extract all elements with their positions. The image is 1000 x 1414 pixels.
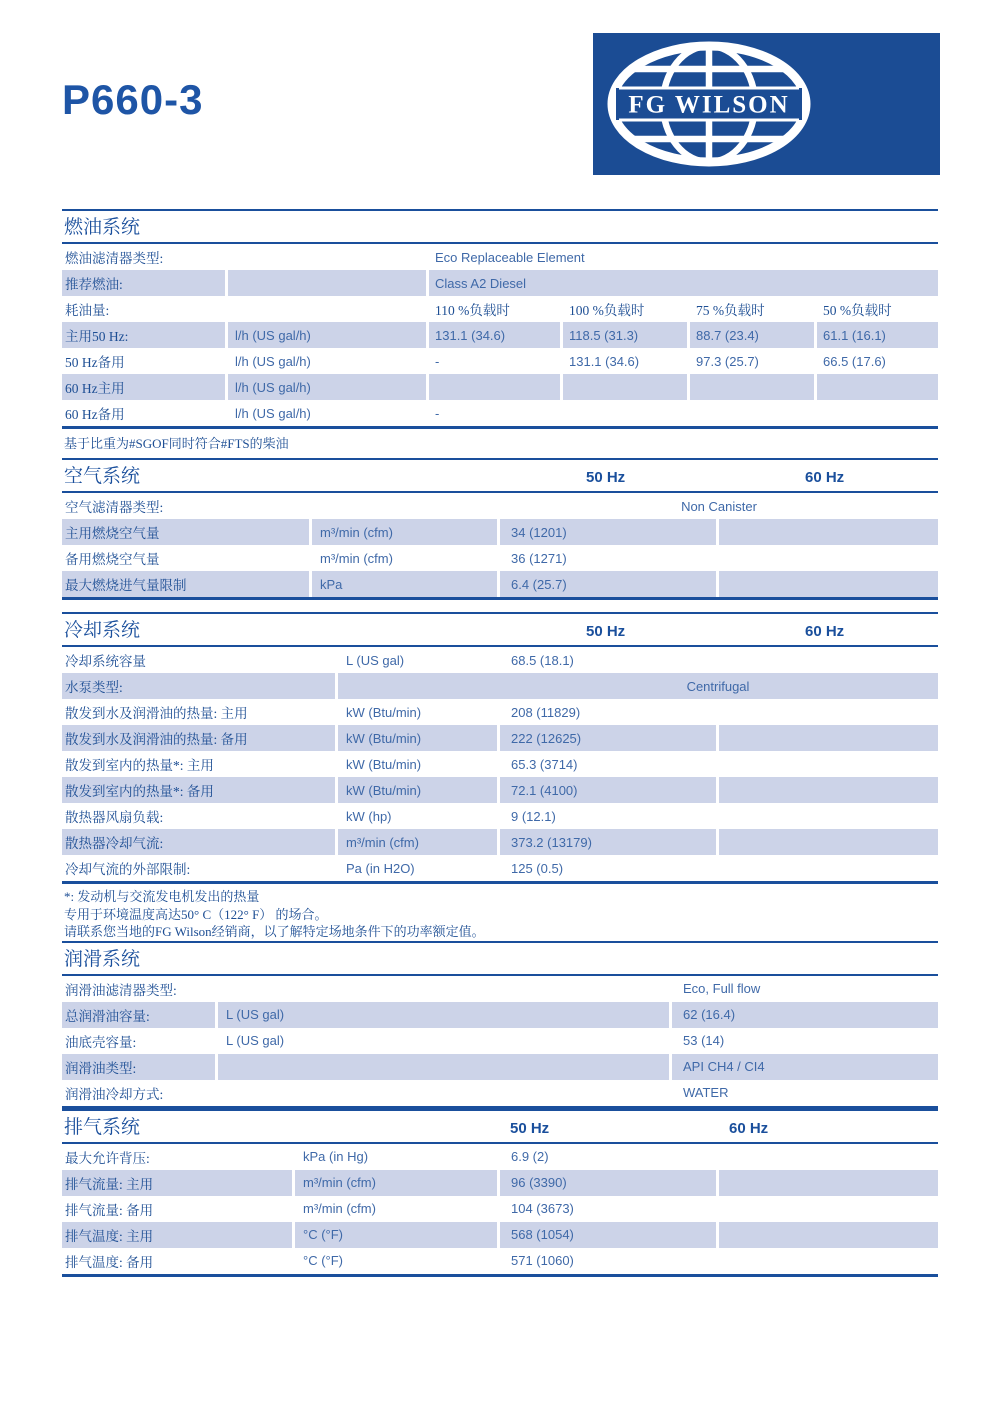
- value-cell-50hz: 104 (3673): [511, 1201, 574, 1216]
- row-label: 冷却气流的外部限制:: [65, 862, 191, 877]
- section-header: [62, 209, 938, 244]
- value-cell-50: 66.5 (17.6): [823, 353, 886, 369]
- value-cell-50hz: 222 (12625): [500, 725, 716, 751]
- row-label: 主用50 Hz:: [62, 322, 225, 348]
- value-cell-100: [563, 400, 687, 426]
- row-label: 备用燃烧空气量: [65, 552, 160, 567]
- row-label: 总润滑油容量:: [62, 1002, 215, 1028]
- value-cell-50hz: 65.3 (3714): [511, 756, 578, 772]
- unit-cell: [312, 493, 497, 519]
- logo-wordmark: FG WILSON: [628, 91, 790, 119]
- unit-cell: °C (°F): [303, 1253, 343, 1268]
- unit-cell: [228, 296, 426, 322]
- unit-cell: m³/min (cfm): [303, 1201, 376, 1216]
- row-label: 散热器冷却气流:: [62, 829, 335, 855]
- value-cell-50hz: 571 (1060): [511, 1253, 574, 1268]
- spec-tables: [62, 209, 938, 1277]
- table-row: [62, 855, 938, 881]
- table-row: [62, 673, 938, 699]
- table-row: [62, 348, 938, 374]
- hz60-header: 60 Hz: [805, 623, 845, 640]
- value-cell-110: [429, 374, 560, 400]
- value-cell-60hz: [719, 647, 938, 673]
- row-label: 燃油滤清器类型:: [65, 251, 164, 266]
- hz60-header: 60 Hz: [729, 1119, 769, 1137]
- value-cell-50hz: 6.9 (2): [511, 1149, 549, 1164]
- unit-cell: l/h (US gal/h): [228, 374, 426, 400]
- row-label: 水泵类型:: [62, 673, 335, 699]
- value-cell-75: 88.7 (23.4): [690, 322, 814, 348]
- value-cell-50hz: 568 (1054): [500, 1222, 716, 1248]
- value-cell-60hz: [719, 725, 938, 751]
- value-span: Eco Replaceable Element: [435, 249, 585, 265]
- footnote-line: *: 发动机与交流发电机发出的热量: [64, 889, 260, 904]
- unit-cell: [218, 1080, 669, 1106]
- value-cell: Eco, Full flow: [683, 981, 761, 996]
- row-label: 空气滤清器类型:: [65, 500, 164, 515]
- value-span: Non Canister: [681, 498, 757, 514]
- value-cell-60hz: [719, 1196, 938, 1222]
- table-row: [62, 1248, 938, 1274]
- unit-cell: kW (Btu/min): [346, 756, 422, 772]
- unit-cell: [228, 244, 426, 270]
- value-cell-50hz: 36 (1271): [511, 550, 567, 566]
- table-row: [62, 1002, 938, 1028]
- value-cell: 53 (14): [683, 1033, 725, 1048]
- unit-cell: kW (Btu/min): [338, 777, 497, 803]
- value-cell-50hz: 9 (12.1): [511, 808, 556, 824]
- value-cell-60hz: [719, 1222, 938, 1248]
- value-cell-110: -: [435, 405, 440, 421]
- value-span: Centrifugal: [338, 673, 938, 699]
- hz60-header: 60 Hz: [805, 469, 845, 486]
- value-cell-60hz: [719, 699, 938, 725]
- fuel-system-section: [62, 209, 938, 453]
- load-75-header: 75 %负载时: [696, 303, 765, 318]
- unit-cell: kPa: [312, 571, 497, 597]
- table-row: [62, 976, 938, 1002]
- table-row: [62, 400, 938, 426]
- unit-cell: L (US gal): [226, 1033, 285, 1048]
- row-label: 润滑油冷却方式:: [65, 1086, 164, 1102]
- table-row: [62, 322, 938, 348]
- row-label: 排气温度: 主用: [62, 1222, 292, 1248]
- section-title: 燃油系统: [64, 217, 141, 238]
- value-cell-60hz: [719, 545, 938, 571]
- row-label: 60 Hz主用: [62, 374, 225, 400]
- value-cell-50hz: 96 (3390): [500, 1170, 716, 1196]
- value-cell-50hz: 68.5 (18.1): [511, 652, 574, 668]
- cooling-system-section: [62, 612, 938, 941]
- value-cell-75: 97.3 (25.7): [696, 353, 759, 369]
- section-divider: [62, 1274, 938, 1277]
- load-110-header: 110 %负载时: [435, 303, 510, 318]
- hz50-header: 50 Hz: [510, 1119, 550, 1137]
- value-cell-110: -: [435, 353, 440, 369]
- globe-icon: [612, 46, 806, 162]
- value-cell-100: [563, 374, 687, 400]
- value-cell-75: [690, 400, 814, 426]
- load-50-header: 50 %负载时: [823, 303, 892, 318]
- value-span: Class A2 Diesel: [429, 270, 938, 296]
- value-cell-100: 131.1 (34.6): [569, 353, 640, 369]
- section-title: 润滑系统: [64, 948, 141, 970]
- value-cell-50hz: 34 (1201): [500, 519, 716, 545]
- row-label: 排气流量: 主用: [62, 1170, 292, 1196]
- value-cell-50hz: 72.1 (4100): [500, 777, 716, 803]
- table-row: [62, 571, 938, 597]
- row-label: 最大允许背压:: [65, 1150, 150, 1166]
- row-label: 耗油量:: [65, 303, 110, 318]
- row-label: 润滑油类型:: [62, 1054, 215, 1080]
- unit-cell: kW (Btu/min): [338, 725, 497, 751]
- value-cell-60hz: [719, 829, 938, 855]
- hz50-header: 50 Hz: [586, 469, 626, 486]
- section-title: 冷却系统: [64, 620, 141, 641]
- value-cell-110: 131.1 (34.6): [429, 322, 560, 348]
- row-label: 冷却系统容量: [65, 654, 146, 669]
- row-label: 50 Hz备用: [65, 355, 125, 370]
- row-label: 最大燃烧进气量限制: [62, 571, 309, 597]
- unit-cell: m³/min (cfm): [312, 519, 497, 545]
- fuel-footnote: 基于比重为#SGOF同时符合#FTS的柴油: [64, 436, 289, 451]
- value-cell-60hz: [719, 519, 938, 545]
- section-header: [62, 941, 938, 976]
- value-cell-60hz: [719, 777, 938, 803]
- footnote-line: 专用于环境温度高达50° C（122° F） 的场合。: [64, 906, 328, 922]
- value-cell-60hz: [719, 1144, 938, 1170]
- value-cell: 62 (16.4): [672, 1002, 938, 1028]
- unit-cell: l/h (US gal/h): [235, 405, 311, 421]
- section-header: [62, 458, 938, 493]
- table-row: [62, 1222, 938, 1248]
- unit-cell: °C (°F): [295, 1222, 497, 1248]
- value-cell-60hz: [719, 571, 938, 597]
- unit-cell: m³/min (cfm): [295, 1170, 497, 1196]
- value-cell-60hz: [719, 751, 938, 777]
- table-row: [62, 699, 938, 725]
- value-cell-100: 118.5 (31.3): [563, 322, 687, 348]
- value-cell: WATER: [683, 1085, 729, 1100]
- value-cell-50hz: 373.2 (13179): [500, 829, 716, 855]
- value-cell: API CH4 / CI4: [672, 1054, 938, 1080]
- table-row: [62, 1054, 938, 1080]
- table-row: [62, 1196, 938, 1222]
- row-label: 主用燃烧空气量: [62, 519, 309, 545]
- table-row: [62, 777, 938, 803]
- table-row: [62, 803, 938, 829]
- value-cell-60hz: [719, 855, 938, 881]
- fg-wilson-logo: [593, 33, 940, 175]
- unit-cell: kW (hp): [346, 808, 392, 824]
- table-row: [62, 374, 938, 400]
- row-label: 60 Hz备用: [65, 407, 125, 422]
- value-cell-50hz: 6.4 (25.7): [500, 571, 716, 597]
- section-header: [62, 1109, 938, 1144]
- table-row: [62, 493, 938, 519]
- unit-cell: L (US gal): [346, 652, 405, 668]
- row-label: 润滑油滤清器类型:: [65, 982, 177, 998]
- air-system-section: [62, 458, 938, 600]
- unit-cell: l/h (US gal/h): [228, 322, 426, 348]
- footnote-line: 请联系您当地的FG Wilson经销商，以了解特定场地条件下的功率额定值。: [64, 924, 485, 939]
- unit-cell: L (US gal): [218, 1002, 669, 1028]
- section-divider: [62, 597, 938, 600]
- unit-cell: [218, 976, 669, 1002]
- unit-cell: l/h (US gal/h): [235, 353, 311, 369]
- row-label: 散发到室内的热量*: 备用: [62, 777, 335, 803]
- row-label: 散发到水及润滑油的热量: 主用: [65, 706, 248, 721]
- section-title: 空气系统: [64, 466, 141, 487]
- unit-cell: kPa (in Hg): [303, 1149, 369, 1164]
- table-row: [62, 725, 938, 751]
- table-row: [62, 519, 938, 545]
- value-cell-50hz: 125 (0.5): [511, 860, 564, 876]
- table-row: [62, 829, 938, 855]
- value-cell-50hz: 208 (11829): [511, 704, 581, 720]
- hz50-header: 50 Hz: [586, 623, 626, 640]
- value-cell-50: [817, 400, 938, 426]
- row-label: 油底壳容量:: [65, 1034, 137, 1050]
- table-row: [62, 647, 938, 673]
- unit-cell: m³/min (cfm): [320, 550, 393, 566]
- unit-cell: Pa (in H2O): [346, 860, 415, 876]
- table-row: [62, 1080, 938, 1106]
- value-cell-50: [817, 374, 938, 400]
- unit-cell: [228, 270, 426, 296]
- value-cell-60hz: [719, 803, 938, 829]
- row-label: 排气温度: 备用: [65, 1254, 154, 1270]
- cooling-footnotes: [62, 884, 938, 941]
- unit-cell: [218, 1054, 669, 1080]
- table-row: [62, 244, 938, 270]
- table-row: [62, 1028, 938, 1054]
- row-label: 散发到水及润滑油的热量: 备用: [62, 725, 335, 751]
- table-row: [62, 270, 938, 296]
- unit-cell: kW (Btu/min): [346, 704, 422, 720]
- table-row: [62, 545, 938, 571]
- table-row: [62, 1170, 938, 1196]
- unit-cell: m³/min (cfm): [338, 829, 497, 855]
- exhaust-system-section: [62, 1109, 938, 1277]
- load-100-header: 100 %负载时: [569, 303, 645, 318]
- table-row-load-headers: [62, 296, 938, 322]
- lubrication-system-section: [62, 941, 938, 1109]
- section-header: [62, 612, 938, 647]
- value-cell-50: 61.1 (16.1): [817, 322, 938, 348]
- value-cell-75: [690, 374, 814, 400]
- section-title: 排气系统: [64, 1116, 141, 1138]
- row-label: 散发到室内的热量*: 主用: [65, 758, 214, 773]
- table-row: [62, 751, 938, 777]
- page-title-model: P660-3: [62, 76, 204, 123]
- row-label: 排气流量: 备用: [65, 1202, 154, 1218]
- value-cell-60hz: [719, 1170, 938, 1196]
- table-row: [62, 1144, 938, 1170]
- row-label: 散热器风扇负载:: [65, 810, 164, 825]
- row-label: 推荐燃油:: [62, 270, 225, 296]
- value-cell-60hz: [719, 1248, 938, 1274]
